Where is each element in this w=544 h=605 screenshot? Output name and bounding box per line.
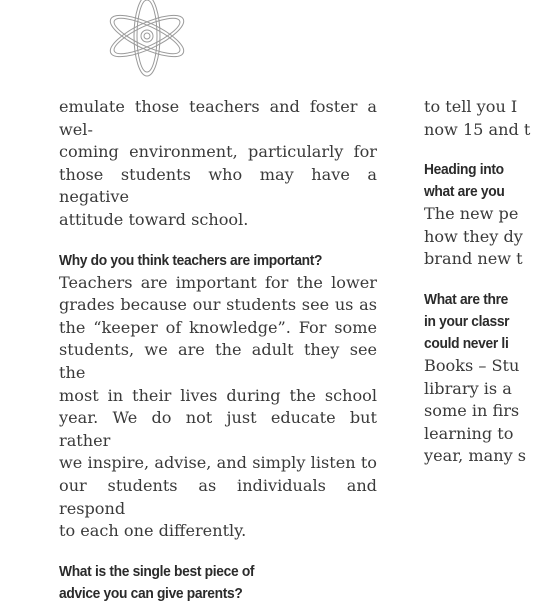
heading-line: Heading into [424, 161, 504, 179]
question-heading-teachers-important: Why do you think teachers are important? [59, 251, 323, 269]
text-line: students, we are the adult they see the [59, 340, 377, 382]
right-column [424, 96, 544, 468]
text-line: our students as individuals and respond [59, 475, 377, 518]
text-line: we inspire, advise, and simply listen to [59, 453, 377, 473]
question-heading-heading-into [424, 159, 534, 203]
text-line: brand new t [424, 249, 523, 269]
heading-line: could never li [424, 334, 509, 352]
left-column [59, 96, 377, 605]
text-line: how they dy [424, 226, 523, 246]
text-line: Books – Stu [424, 355, 520, 375]
question-heading-what-are-three [424, 289, 534, 355]
text-line: year, many s [424, 446, 527, 466]
answer-paragraph-right-2 [424, 355, 544, 468]
atom-icon [104, 0, 190, 80]
text-line: the “keeper of knowledge”. For some [59, 317, 377, 337]
intro-paragraph-right [424, 96, 544, 141]
text-line: emulate those teachers and foster a wel- [59, 97, 377, 139]
text-line: those students who may have a negative [59, 164, 377, 207]
text-line: library is a [424, 378, 512, 398]
heading-line: What are thre [424, 290, 509, 308]
text-line: to tell you I [424, 97, 518, 116]
question-heading-advice-parents [59, 561, 352, 605]
text-line: some in firs [424, 401, 520, 421]
text-line: to each one differently. [59, 521, 247, 541]
answer-paragraph-teachers-important [59, 272, 377, 543]
text-line: grades because our students see us as [59, 295, 377, 315]
text-line: coming environment, particularly for [59, 142, 377, 162]
heading-line: What is the single best piece of [59, 562, 255, 580]
heading-line: what are you [424, 183, 505, 201]
text-line: Teachers are important for the lower [59, 272, 377, 292]
text-line: The new pe [424, 204, 519, 224]
text-line: year. We do not just educate but rather [59, 408, 377, 450]
text-line: attitude toward school. [59, 209, 249, 229]
answer-paragraph-right-1 [424, 203, 544, 271]
heading-line: in your classr [424, 312, 510, 330]
text-line: learning to [424, 423, 514, 443]
intro-paragraph [59, 96, 377, 232]
heading-line: advice you can give parents? [59, 584, 243, 602]
text-line: most in their lives during the school [59, 385, 377, 405]
text-line: now 15 and t [424, 119, 531, 139]
